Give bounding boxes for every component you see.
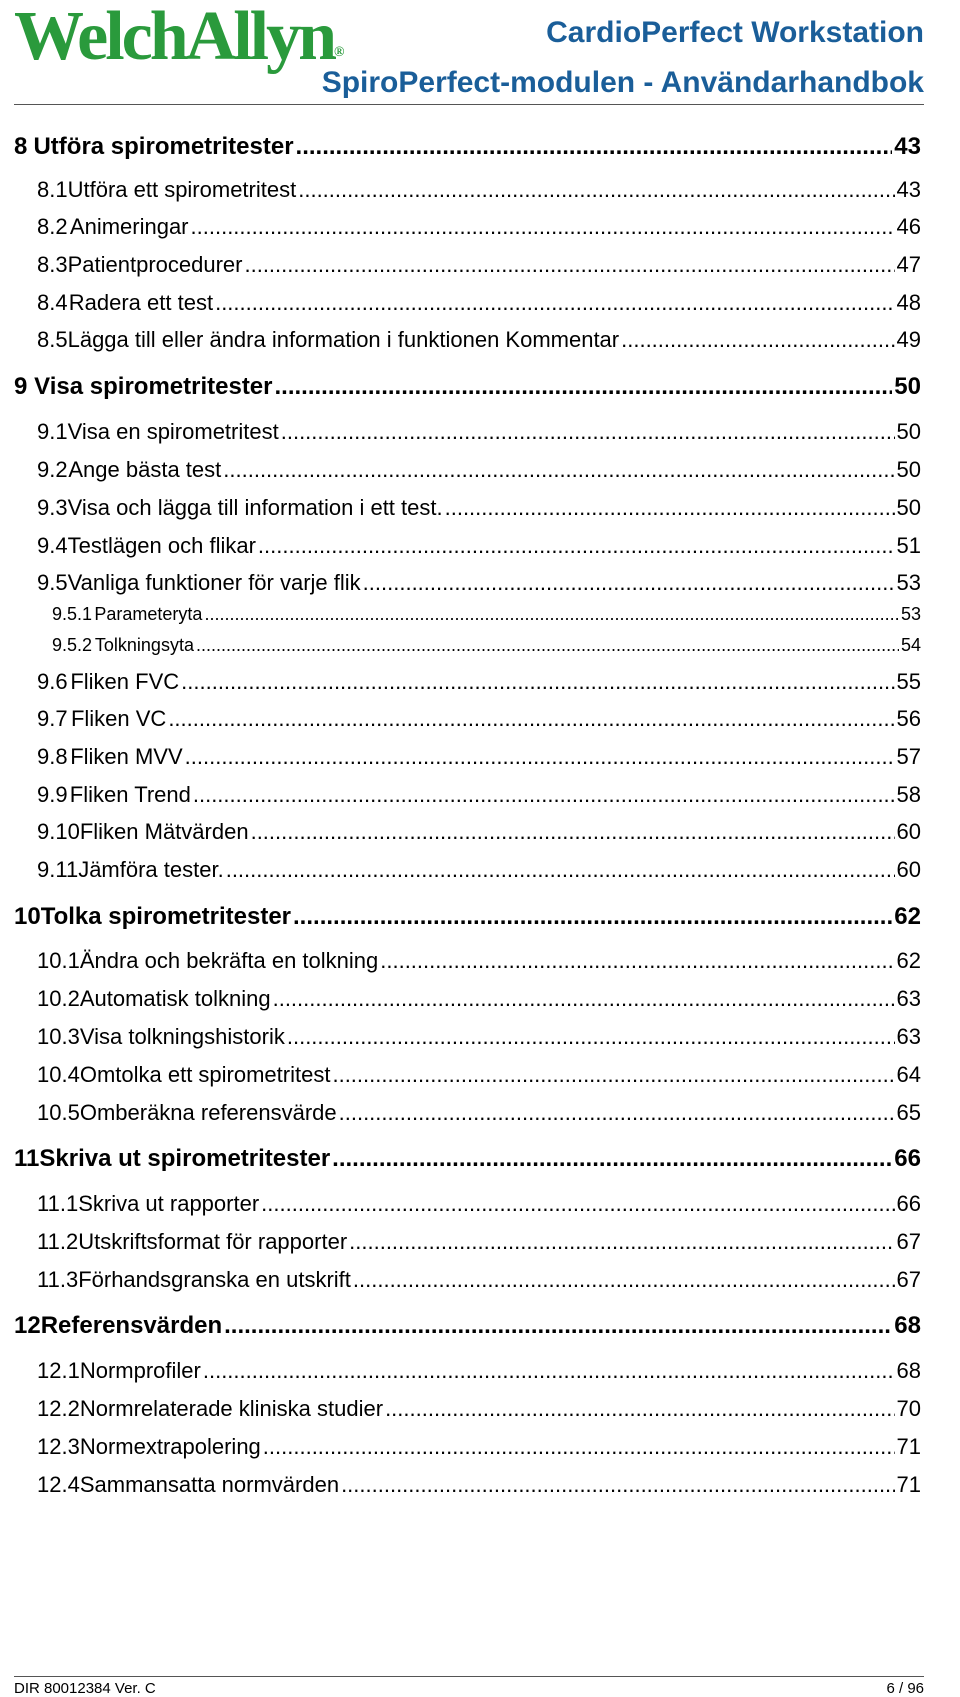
- toc-entry[interactable]: [37, 1472, 921, 1498]
- toc-entry-page: 50: [896, 457, 921, 482]
- toc-entry[interactable]: [37, 782, 921, 808]
- toc-dot-leader: [203, 1358, 895, 1384]
- toc-dot-leader: [251, 819, 895, 845]
- toc-dot-leader: [621, 327, 894, 353]
- toc-entry-page: 49: [896, 327, 921, 352]
- toc-entry-title: Ange bästa test: [68, 457, 222, 482]
- toc-entry[interactable]: [52, 635, 921, 656]
- toc-entry-title: Testlägen och flikar: [67, 533, 256, 558]
- toc-entry[interactable]: [37, 1100, 921, 1126]
- toc-entry[interactable]: [37, 290, 921, 316]
- toc-entry-page: 66: [896, 1191, 921, 1216]
- toc-entry-page: 53: [896, 570, 921, 595]
- toc-entry-title: Visa och lägga till information i ett test.: [67, 495, 443, 520]
- welch-allyn-logo: [14, 0, 345, 74]
- toc-entry-number: 12: [14, 1312, 41, 1339]
- page-header: [14, 0, 924, 104]
- registered-mark: ®: [334, 45, 345, 60]
- toc-entry-number: 12.4: [37, 1472, 80, 1497]
- toc-entry-number: 9.6: [37, 669, 68, 694]
- toc-dot-leader: [349, 1229, 894, 1255]
- toc-entry-title: Omtolka ett spirometritest: [79, 1062, 331, 1087]
- toc-entry[interactable]: [14, 1145, 921, 1173]
- toc-dot-leader: [298, 177, 894, 203]
- toc-entry[interactable]: [37, 1062, 921, 1088]
- toc-entry-number: 9.9: [37, 782, 68, 807]
- toc-entry-title: Visa spirometritester: [34, 373, 273, 400]
- toc-dot-leader: [204, 604, 899, 625]
- toc-entry-page: 48: [896, 290, 921, 315]
- toc-entry-title: Fliken Trend: [69, 782, 191, 807]
- toc-entry-number: 8.3: [37, 252, 68, 277]
- toc-entry-number: 10.4: [37, 1062, 80, 1087]
- toc-dot-leader: [281, 419, 895, 445]
- toc-dot-leader: [353, 1267, 895, 1293]
- toc-entry[interactable]: [37, 252, 921, 278]
- toc-entry-number: 10.2: [37, 986, 80, 1011]
- toc-dot-leader: [275, 373, 893, 401]
- toc-dot-leader: [196, 635, 899, 656]
- toc-entry-page: 70: [896, 1396, 921, 1421]
- toc-entry-title: Automatisk tolkning: [79, 986, 271, 1011]
- toc-entry-number: 11.3: [37, 1267, 79, 1292]
- toc-dot-leader: [168, 706, 894, 732]
- toc-entry-number: 9.10: [37, 819, 80, 844]
- toc-entry-page: 50: [896, 419, 921, 444]
- toc-entry-number: 9.2: [37, 457, 68, 482]
- toc-entry-title: Normrelaterade kliniska studier: [79, 1396, 384, 1421]
- toc-entry-number: 9.7: [37, 706, 68, 731]
- toc-entry[interactable]: [37, 1024, 921, 1050]
- toc-entry-number: 9.8: [37, 744, 68, 769]
- toc-entry-title: Ändra och bekräfta en tolkning: [79, 948, 379, 973]
- toc-entry-title: Visa en spirometritest: [67, 419, 279, 444]
- toc-entry-page: 62: [896, 948, 921, 973]
- toc-entry[interactable]: [37, 819, 921, 845]
- toc-entry-number: 8.2: [37, 214, 68, 239]
- toc-dot-leader: [332, 1062, 894, 1088]
- toc-entry-title: Normprofiler: [79, 1358, 201, 1383]
- document-id: DIR 80012384 Ver. C: [14, 1680, 156, 1697]
- toc-entry[interactable]: [14, 133, 921, 161]
- toc-entry-page: 56: [896, 706, 921, 731]
- toc-entry[interactable]: [37, 214, 921, 240]
- toc-dot-leader: [445, 495, 895, 521]
- toc-entry-page: 62: [894, 903, 921, 930]
- toc-entry-page: 67: [896, 1267, 921, 1292]
- toc-dot-leader: [191, 214, 895, 240]
- toc-dot-leader: [273, 986, 895, 1012]
- toc-entry-title: Vanliga funktioner för varje flik: [67, 570, 361, 595]
- footer-divider: [14, 1676, 924, 1677]
- toc-entry[interactable]: [37, 1358, 921, 1384]
- toc-dot-leader: [244, 252, 894, 278]
- toc-entry-page: 54: [900, 635, 921, 655]
- toc-dot-leader: [224, 1312, 892, 1340]
- toc-entry-title: Normextrapolering: [79, 1434, 261, 1459]
- toc-entry-number: 10.5: [37, 1100, 80, 1125]
- toc-entry[interactable]: [37, 986, 921, 1012]
- toc-entry-number: 9: [14, 373, 28, 400]
- toc-entry-page: 60: [896, 819, 921, 844]
- toc-entry[interactable]: [37, 744, 921, 770]
- toc-dot-leader: [293, 903, 892, 931]
- toc-entry-title: Tolkningsyta: [94, 635, 194, 655]
- toc-entry-title: Omberäkna referensvärde: [79, 1100, 337, 1125]
- toc-entry-number: 9.5.2: [52, 635, 93, 655]
- toc-entry-number: 10.3: [37, 1024, 80, 1049]
- toc-entry[interactable]: [37, 1229, 921, 1255]
- toc-entry-title: Jämföra tester.: [78, 857, 224, 882]
- toc-entry-title: Animeringar: [69, 214, 189, 239]
- toc-entry-page: 71: [896, 1434, 921, 1459]
- toc-entry-title: Utföra ett spirometritest: [67, 177, 297, 202]
- toc-entry-number: 10.1: [37, 948, 80, 973]
- toc-entry-number: 9.11: [37, 857, 79, 882]
- toc-entry-title: Utskriftsformat för rapporter: [78, 1229, 348, 1254]
- toc-entry-page: 68: [894, 1312, 921, 1339]
- toc-entry-title: Fliken Mätvärden: [79, 819, 249, 844]
- toc-entry-page: 47: [896, 252, 921, 277]
- toc-entry-title: Fliken FVC: [70, 669, 180, 694]
- toc-entry[interactable]: [14, 373, 921, 401]
- toc-dot-leader: [185, 744, 895, 770]
- toc-entry-page: 64: [896, 1062, 921, 1087]
- toc-dot-leader: [385, 1396, 894, 1422]
- toc-entry[interactable]: [37, 177, 921, 203]
- toc-entry-title: Lägga till eller ändra information i funktionen Kommentar: [67, 327, 620, 352]
- toc-dot-leader: [258, 533, 895, 559]
- document-title: SpiroPerfect-modulen - Användarhandbok: [321, 66, 924, 99]
- logo-text: WelchAllyn: [14, 0, 335, 75]
- toc-entry[interactable]: [37, 1434, 921, 1460]
- toc-entry-number: 9.4: [37, 533, 68, 558]
- toc-entry-number: 11.2: [37, 1229, 79, 1254]
- toc-entry-page: 71: [896, 1472, 921, 1497]
- toc-entry-number: 11: [14, 1145, 40, 1172]
- toc-entry-page: 60: [896, 857, 921, 882]
- toc-entry-page: 68: [896, 1358, 921, 1383]
- toc-entry[interactable]: [37, 857, 921, 883]
- toc-entry-number: 9.5.1: [52, 604, 93, 624]
- toc-entry[interactable]: [37, 706, 921, 732]
- toc-dot-leader: [339, 1100, 895, 1126]
- toc-entry-page: 50: [896, 495, 921, 520]
- toc-dot-leader: [181, 669, 894, 695]
- product-name: CardioPerfect Workstation: [546, 16, 924, 49]
- toc-entry-title: Visa tolkningshistorik: [79, 1024, 285, 1049]
- toc-entry[interactable]: [37, 419, 921, 445]
- toc-entry-page: 66: [894, 1145, 921, 1172]
- toc-entry-number: 9.3: [37, 495, 68, 520]
- toc-entry-page: 43: [896, 177, 921, 202]
- toc-dot-leader: [341, 1472, 894, 1498]
- toc-entry-page: 55: [896, 669, 921, 694]
- toc-dot-leader: [263, 1434, 895, 1460]
- toc-entry[interactable]: [37, 1267, 921, 1293]
- toc-entry[interactable]: [37, 1396, 921, 1422]
- toc-dot-leader: [363, 570, 895, 596]
- toc-entry-title: Fliken VC: [70, 706, 167, 731]
- toc-entry-title: Utföra spirometritester: [33, 133, 294, 160]
- toc-entry-page: 51: [896, 533, 921, 558]
- toc-entry-title: Referensvärden: [40, 1312, 223, 1339]
- toc-entry[interactable]: [37, 570, 921, 596]
- toc-entry-page: 50: [894, 373, 921, 400]
- toc-entry-number: 9.5: [37, 570, 68, 595]
- toc-entry-title: Parameteryta: [94, 604, 203, 624]
- toc-entry-title: Förhandsgranska en utskrift: [78, 1267, 351, 1292]
- toc-entry-page: 63: [896, 1024, 921, 1049]
- toc-entry-title: Fliken MVV: [70, 744, 183, 769]
- toc-dot-leader: [261, 1191, 894, 1217]
- toc-entry-page: 53: [900, 604, 921, 624]
- toc-entry-number: 8.1: [37, 177, 68, 202]
- toc-entry-number: 11.1: [37, 1191, 79, 1216]
- toc-entry-page: 46: [896, 214, 921, 239]
- toc-entry-title: Sammansatta normvärden: [79, 1472, 340, 1497]
- toc-entry-title: Tolka spirometritester: [40, 903, 292, 930]
- toc-entry[interactable]: [37, 669, 921, 695]
- toc-dot-leader: [193, 782, 895, 808]
- toc-entry-page: 67: [896, 1229, 921, 1254]
- header-divider: [14, 104, 924, 105]
- toc-dot-leader: [215, 290, 894, 316]
- toc-entry-page: 43: [894, 133, 921, 160]
- toc-entry-number: 9.1: [37, 419, 68, 444]
- toc-entry[interactable]: [37, 327, 921, 353]
- toc-entry[interactable]: [37, 457, 921, 483]
- toc-entry[interactable]: [37, 495, 921, 521]
- toc-dot-leader: [226, 857, 895, 883]
- toc-entry-title: Skriva ut spirometritester: [39, 1145, 331, 1172]
- toc-dot-leader: [296, 133, 893, 161]
- toc-entry-title: Skriva ut rapporter: [78, 1191, 260, 1216]
- toc-entry-title: Patientprocedurer: [67, 252, 243, 277]
- toc-dot-leader: [380, 948, 894, 974]
- toc-entry-number: 8.5: [37, 327, 68, 352]
- toc-entry[interactable]: [37, 1191, 921, 1217]
- toc-entry-number: 12.1: [37, 1358, 80, 1383]
- toc-entry[interactable]: [14, 903, 921, 931]
- toc-dot-leader: [287, 1024, 895, 1050]
- toc-entry-number: 12.3: [37, 1434, 80, 1459]
- toc-entry-number: 8.4: [37, 290, 68, 315]
- toc-entry-number: 12.2: [37, 1396, 80, 1421]
- toc-entry-page: 65: [896, 1100, 921, 1125]
- toc-entry[interactable]: [37, 948, 921, 974]
- toc-dot-leader: [332, 1145, 892, 1173]
- toc-dot-leader: [223, 457, 894, 483]
- toc-entry-page: 63: [896, 986, 921, 1011]
- toc-entry-page: 57: [896, 744, 921, 769]
- toc-entry-number: 10: [14, 903, 41, 930]
- page-number: 6 / 96: [886, 1680, 924, 1697]
- toc-entry-number: 8: [14, 133, 28, 160]
- toc-entry-title: Radera ett test: [68, 290, 214, 315]
- toc-entry[interactable]: [37, 533, 921, 559]
- toc-entry[interactable]: [14, 1312, 921, 1340]
- toc-entry-page: 58: [896, 782, 921, 807]
- toc-entry[interactable]: [52, 604, 921, 625]
